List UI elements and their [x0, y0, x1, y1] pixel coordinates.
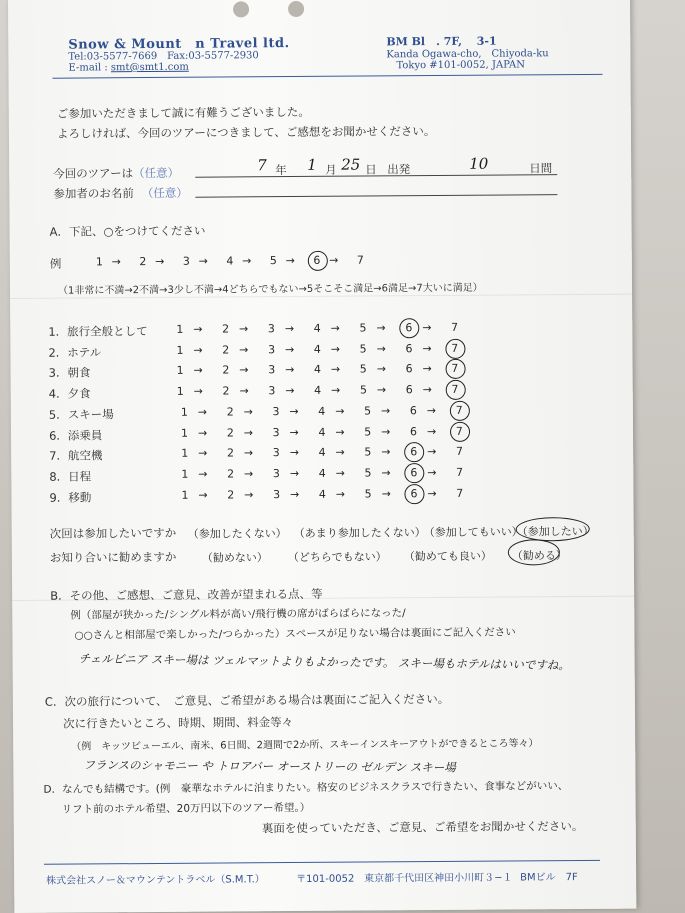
scale-number-5[interactable]: 5 — [364, 487, 372, 501]
rating-row — [11, 361, 611, 383]
scale-number-2[interactable]: 2 — [222, 363, 230, 377]
scale-arrow: → — [197, 426, 208, 440]
selected-rating-circle — [399, 318, 419, 338]
scale-number-2[interactable]: 2 — [222, 343, 230, 357]
scale-number-7[interactable]: 7 — [356, 253, 364, 267]
scale-number-4[interactable]: 4 — [313, 342, 321, 356]
scale-number-5[interactable]: 5 — [269, 254, 277, 268]
scale-number-6[interactable]: 6 — [410, 466, 418, 480]
scale-number-5[interactable]: 5 — [364, 445, 372, 459]
scale-arrow: → — [427, 486, 437, 500]
scale-number-7[interactable]: 7 — [451, 362, 459, 376]
scale-arrow: → — [193, 364, 203, 378]
company-building: BM Bl . 7F, 3-1 — [386, 34, 497, 49]
scale-arrow: → — [289, 425, 299, 439]
scale-arrow: → — [335, 425, 345, 439]
scale-arrow: → — [239, 343, 249, 357]
rating-item-label: 6．添乗員 — [48, 427, 103, 443]
scale-arrow: → — [381, 445, 391, 459]
scale-number-2[interactable]: 2 — [226, 405, 234, 419]
scale-number-6[interactable]: 6 — [409, 424, 418, 438]
recommend-question: お知り合いに勧めますか — [49, 549, 177, 565]
scale-number-4[interactable]: 4 — [318, 487, 326, 501]
email-label: E-mail : — [68, 62, 111, 74]
scale-arrow: → — [376, 321, 386, 335]
rating-row — [10, 320, 610, 342]
scale-arrow: → — [239, 363, 249, 377]
recommend-option-0: （勧めない） — [201, 551, 268, 565]
scale-arrow: → — [330, 363, 341, 377]
scale-number-4[interactable]: 4 — [318, 445, 326, 460]
scale-number-6[interactable]: 6 — [405, 341, 413, 355]
tour-depart: 出発 — [387, 162, 411, 177]
selected-rating-circle — [450, 401, 470, 421]
scale-number-7[interactable]: 7 — [451, 341, 459, 355]
next-time-question: 次回は参加したいですか — [49, 525, 177, 541]
scale-number-2[interactable]: 2 — [227, 488, 235, 502]
intro-line-2: よろしければ、今回のツアーにつきまして、ご感想をお聞かせください。 — [56, 124, 436, 141]
scale-number-6[interactable]: 6 — [410, 445, 418, 459]
scale-arrow: → — [381, 424, 391, 438]
scale-arrow: → — [243, 446, 254, 460]
scale-arrow: → — [284, 322, 295, 336]
rating-item-label: 7．航空機 — [49, 448, 103, 463]
section-c-title: C．次の旅行について、 ご意見、ご希望がある場合は裏面にご記入ください。 — [44, 691, 450, 709]
scale-number-4[interactable]: 4 — [314, 383, 322, 397]
recommend-option-3: （勧める） — [511, 549, 567, 563]
section-b-title: B．その他、ご感想、ご意見、改善が望まれる点、等 — [50, 586, 323, 603]
scale-number-5[interactable]: 5 — [359, 362, 367, 376]
section-b-answer: チェルビニア スキー場は ツェルマットよりもよかったです。 スキー場もホテルはいいですね。 — [78, 651, 570, 673]
scale-arrow: → — [335, 466, 345, 480]
scale-number-5[interactable]: 5 — [364, 404, 372, 418]
scale-arrow: → — [239, 384, 249, 398]
tour-label-line — [53, 165, 179, 182]
scale-number-4[interactable]: 4 — [313, 321, 321, 335]
tour-year-unit: 年 — [275, 163, 287, 178]
scale-number-1[interactable]: 1 — [95, 255, 103, 269]
selected-rating-circle — [445, 380, 465, 400]
scale-number-1[interactable]: 1 — [176, 384, 184, 398]
scale-arrow: → — [289, 466, 300, 480]
scale-number-2[interactable]: 2 — [226, 446, 235, 460]
scale-number-6[interactable]: 6 — [409, 403, 417, 418]
scale-number-4[interactable]: 4 — [318, 404, 326, 418]
scale-number-7[interactable]: 7 — [455, 424, 463, 438]
scale-legend: （1非常に不満→2不満→3少し不満→4どちらでもない→5そこそこ満足→6満足→7大いに満足） — [57, 282, 483, 297]
scale-arrow: → — [330, 383, 341, 397]
rating-row — [11, 423, 611, 445]
footer-rule — [44, 860, 600, 865]
recommend-option-1: （どちらでもない） — [287, 550, 387, 565]
scale-number-1[interactable]: 1 — [176, 343, 184, 357]
selected-rating-circle — [404, 484, 424, 504]
scale-number-1[interactable]: 1 — [180, 405, 188, 419]
scale-number-7[interactable]: 7 — [455, 445, 464, 459]
scale-arrow: → — [335, 404, 345, 418]
scale-number-4[interactable]: 4 — [318, 425, 326, 439]
section-b-example-2: ○○さんと相部屋で楽しかった/つらかった）スペースが足りない場合は裏面にご記入ください — [74, 626, 516, 642]
intro-line-1: ご参加いただきまして誠に有難うございました。 — [56, 104, 310, 121]
scale-number-3[interactable]: 3 — [272, 404, 280, 418]
scale-number-2[interactable]: 2 — [226, 425, 234, 439]
tour-year-value: 7 — [257, 156, 267, 175]
scale-number-3[interactable]: 3 — [272, 425, 280, 439]
scale-arrow: → — [381, 486, 391, 500]
scale-arrow: → — [329, 253, 339, 267]
section-c-prompt: 次に行きたいところ、時期、期間、料金等々 — [63, 715, 294, 731]
scale-arrow: → — [285, 384, 295, 398]
scale-arrow: → — [242, 254, 252, 268]
scale-number-1[interactable]: 1 — [181, 488, 189, 502]
rating-item-label: 3．朝食 — [48, 365, 91, 381]
selected-rating-circle — [450, 421, 470, 441]
scale-number-6[interactable]: 6 — [405, 362, 413, 376]
section-d-closing: 裏面を使っていただき、ご意見、ご希望をお聞かせください。 — [261, 819, 584, 836]
rating-item-label: 9．移動 — [49, 490, 92, 505]
scale-arrow: → — [244, 487, 254, 501]
participant-name-underline — [195, 194, 557, 198]
scale-number-6[interactable]: 6 — [313, 253, 321, 267]
company-email-line — [68, 62, 188, 75]
scale-arrow: → — [198, 467, 208, 481]
scale-number-7[interactable]: 7 — [451, 320, 459, 334]
section-d-line-1: D．なんでも結構です。(例 豪華なホテルに泊まりたい。格安のビジネスクラスで行きたい、食事などがいい、 — [43, 780, 569, 796]
section-c-example: （例 キッツビューエル、南米、6日間、2週間で2か所、スキーインスキーアウトができるところ等々） — [71, 738, 539, 753]
rating-row — [11, 403, 611, 425]
section-a-title: A．下記、○をつけてください — [49, 223, 206, 239]
footer-address: 東京都千代田区神田小川町３−１ — [364, 872, 513, 885]
participant-name-label: 参加者のお名前 — [53, 186, 134, 201]
scale-number-2[interactable]: 2 — [222, 322, 230, 336]
tour-day-unit: 日 — [365, 162, 377, 177]
scale-number-3[interactable]: 3 — [272, 467, 280, 481]
scale-number-7[interactable]: 7 — [455, 403, 463, 417]
tour-day-value: 25 — [341, 155, 361, 174]
example-scale-row — [10, 252, 610, 274]
scale-arrow: → — [238, 322, 249, 336]
scale-arrow: → — [426, 424, 437, 438]
tour-days-unit: 日間 — [529, 161, 553, 176]
scale-arrow: → — [376, 342, 386, 356]
section-c-answer: フランスのシャモニー や トロアバー オーストリーの ゼルデン スキー場 — [83, 757, 456, 775]
scale-number-2[interactable]: 2 — [139, 255, 147, 269]
recommend-option-2: （勧めても良い） — [403, 549, 492, 564]
scale-arrow: → — [427, 445, 437, 459]
survey-sheet — [8, 0, 636, 913]
selected-rating-circle — [307, 251, 327, 271]
punch-hole-right — [288, 1, 304, 17]
scale-number-7[interactable]: 7 — [456, 486, 464, 500]
scale-number-2[interactable]: 2 — [227, 467, 235, 481]
scale-arrow: → — [243, 425, 253, 439]
scale-arrow: → — [376, 362, 386, 376]
scale-arrow: → — [376, 383, 387, 397]
tour-label: 今回のツアーは — [53, 166, 134, 181]
scale-number-4[interactable]: 4 — [313, 363, 322, 377]
tour-month-value: 1 — [307, 155, 317, 174]
scale-number-1[interactable]: 1 — [180, 426, 189, 440]
scale-number-3[interactable]: 3 — [267, 342, 276, 356]
company-address: Kanda Ogawa-cho, Chiyoda-ku — [386, 48, 549, 61]
scale-number-3[interactable]: 3 — [268, 363, 276, 377]
rating-item-label: 1．旅行全般として — [48, 324, 148, 339]
rating-item-label: 8．日程 — [49, 469, 92, 484]
scale-number-3[interactable]: 3 — [182, 254, 190, 268]
rating-row — [11, 465, 611, 487]
scale-number-5[interactable]: 5 — [359, 383, 367, 397]
next-option-1: （あまり参加したくない） — [293, 526, 426, 541]
footer-postal: 〒101-0052 — [296, 873, 355, 886]
scale-number-1[interactable]: 1 — [181, 467, 189, 481]
scale-number-3[interactable]: 3 — [273, 487, 281, 501]
rating-item-label: 4．夕食 — [48, 386, 91, 401]
next-option-2: （参加してもいい） — [423, 525, 523, 540]
scale-number-2[interactable]: 2 — [222, 384, 230, 398]
next-option-3: （参加したい） — [516, 524, 594, 539]
scale-arrow: → — [243, 467, 254, 481]
company-email: smt@smt1.com — [110, 61, 189, 74]
scale-number-1[interactable]: 1 — [176, 364, 184, 378]
tour-optional: （任意） — [133, 165, 180, 181]
rating-item-label: 2．ホテル — [48, 345, 102, 360]
scale-number-1[interactable]: 1 — [176, 322, 184, 336]
next-option-0: （参加したくない） — [187, 527, 287, 541]
scale-arrow: → — [422, 341, 432, 355]
scale-arrow: → — [289, 446, 299, 460]
scale-arrow: → — [289, 404, 299, 418]
scale-arrow: → — [155, 254, 165, 268]
scale-arrow: → — [335, 445, 345, 459]
scale-number-5[interactable]: 5 — [359, 342, 367, 356]
scale-arrow: → — [193, 384, 203, 398]
scale-arrow: → — [427, 465, 437, 479]
participant-name-line — [53, 185, 188, 202]
example-label: 例 — [49, 256, 62, 271]
company-name: Snow & Mount n Travel ltd. — [68, 36, 290, 53]
scale-number-5[interactable]: 5 — [364, 424, 372, 439]
scale-number-7[interactable]: 7 — [456, 465, 464, 479]
scale-arrow: → — [289, 487, 300, 501]
scale-arrow: → — [422, 321, 432, 335]
scale-arrow: → — [381, 466, 391, 480]
tour-month-unit: 月 — [325, 162, 337, 177]
header-rule — [53, 74, 603, 79]
selected-rating-circle — [404, 442, 424, 462]
rating-row — [11, 382, 611, 404]
scale-number-1[interactable]: 1 — [181, 446, 189, 460]
tour-days-value: 10 — [469, 154, 489, 173]
section-b-example-1: 例（部屋が狭かった/シングル料が高い/飛行機の席がばらばらになった/ — [70, 607, 406, 622]
rating-row — [11, 444, 611, 466]
scale-number-4[interactable]: 4 — [318, 466, 326, 480]
selected-rating-circle — [445, 339, 465, 359]
scale-number-6[interactable]: 6 — [405, 383, 413, 397]
participant-name-optional: （任意） — [141, 185, 188, 201]
section-d-line-2: リフト前のホテル希望、20万円以下のツアー希望。） — [61, 801, 311, 816]
scale-arrow: → — [193, 343, 203, 357]
scale-arrow: → — [330, 342, 341, 356]
scale-number-3[interactable]: 3 — [267, 322, 275, 336]
scale-arrow: → — [426, 403, 437, 417]
scale-number-3[interactable]: 3 — [268, 384, 276, 398]
scale-arrow: → — [198, 254, 208, 268]
scale-arrow: → — [330, 321, 340, 335]
scale-arrow: → — [243, 405, 253, 419]
scale-arrow: → — [198, 446, 208, 460]
rating-row — [11, 485, 611, 507]
company-tel: Tel:03-5577-7669 Fax:03-5577-2930 — [68, 50, 259, 63]
scale-arrow: → — [422, 383, 432, 397]
rating-item-label: 5．スキー場 — [48, 407, 114, 422]
selected-rating-circle — [445, 359, 465, 379]
scale-arrow: → — [197, 405, 208, 419]
scale-arrow: → — [422, 362, 432, 376]
footer-building: BMビル 7F — [520, 872, 578, 884]
scale-arrow: → — [380, 404, 391, 418]
footer-company: 株式会社スノー＆マウンテントラベル（S.M.T.） — [46, 874, 265, 887]
scale-arrow: → — [285, 254, 295, 268]
scale-number-6[interactable]: 6 — [405, 321, 413, 335]
rating-row — [10, 340, 610, 362]
selected-rating-circle — [404, 463, 424, 483]
scale-number-4[interactable]: 4 — [226, 254, 234, 268]
scale-arrow: → — [335, 487, 346, 501]
company-city: Tokyo #101-0052, JAPAN — [396, 59, 526, 72]
scale-arrow: → — [284, 342, 295, 356]
scale-number-7[interactable]: 7 — [451, 382, 459, 397]
scale-number-6[interactable]: 6 — [410, 486, 418, 500]
scale-arrow: → — [111, 255, 121, 269]
scale-number-5[interactable]: 5 — [364, 466, 372, 480]
scale-arrow: → — [198, 488, 208, 502]
scale-arrow: → — [285, 363, 295, 377]
scale-arrow: → — [193, 322, 203, 336]
scale-number-5[interactable]: 5 — [359, 321, 367, 335]
scale-number-3[interactable]: 3 — [272, 446, 280, 460]
punch-hole-left — [233, 1, 249, 17]
